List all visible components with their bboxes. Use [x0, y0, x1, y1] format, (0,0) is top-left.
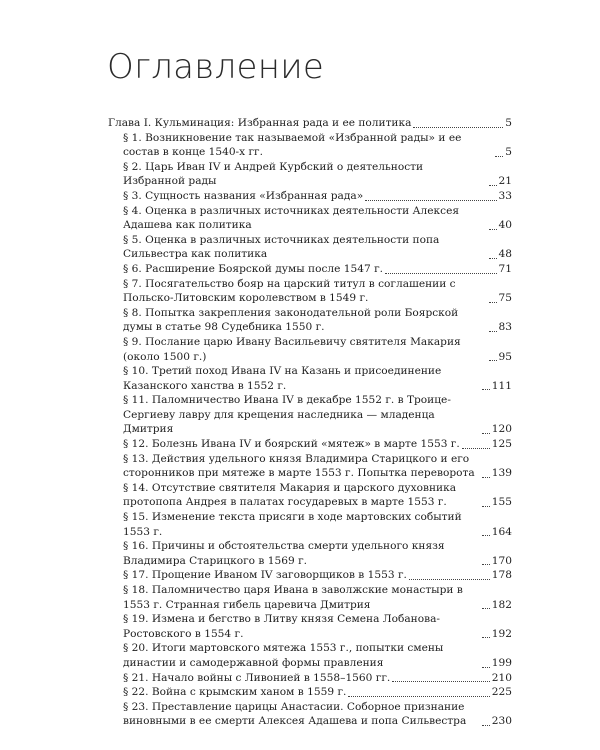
toc-entry-title: § 8. Попытка закрепления законодательной роли Боярской думы в статье 98 Судебника 1550 г.	[123, 306, 459, 334]
toc-entry-title: § 14. Отсутствие святителя Макария и царского духовника протопопа Андрея в палатах государевых в марте 1553 г.	[123, 481, 457, 509]
leader-dots	[409, 579, 490, 580]
toc-page-number: 71	[498, 262, 512, 275]
toc-entry-title: § 6. Расширение Боярской думы после 1547 г.	[123, 262, 384, 275]
toc-page-number: 139	[491, 467, 512, 480]
leader-dots	[413, 127, 503, 128]
toc-entry-title: § 11. Паломничество Ивана IV в декабре 1552 г. в Троице-Сергиеву лавру для крещения наследника — младенца Дмитрия	[123, 394, 451, 436]
toc-entry-title: § 9. Послание царю Ивану Васильевичу святителя Макария (около 1500 г.)	[123, 335, 461, 363]
toc-entry-title: § 10. Третий поход Ивана IV на Казань и присоединение Казанского ханства в 1552 г.	[123, 365, 442, 392]
toc-entry-title: § 21. Начало войны с Ливонией в 1558–1560 гг.	[123, 671, 391, 684]
toc-entry-title: § 1. Возникновение так называемой «Избранной рады» и ее состав в конце 1540-х гг.	[123, 131, 462, 159]
toc-page-number: 182	[491, 598, 512, 611]
toc-section-entry[interactable]	[108, 612, 512, 641]
leader-dots	[489, 302, 497, 303]
toc-entry-title: § 5. Оценка в различных источниках деятельности попа Сильвестра как политика	[123, 233, 440, 261]
toc-entry-title: § 23. Преставление царицы Анастасии. Соборное признание виновными в ее смерти Алексея Адашева и попа Сильвестра	[123, 700, 467, 728]
toc-page-number: 40	[498, 219, 512, 232]
toc-entry-title: § 22. Война с крымским ханом в 1559 г.	[123, 686, 347, 699]
toc-page-number: 199	[491, 656, 512, 669]
toc-entry-title: § 17. Прощение Иваном IV заговорщиков в 1553 г.	[123, 569, 407, 582]
leader-dots	[489, 185, 497, 186]
toc-section-entry[interactable]	[108, 364, 512, 393]
leader-dots	[482, 506, 490, 507]
leader-dots	[462, 448, 490, 449]
toc-page-number: 210	[491, 671, 512, 684]
leader-dots	[482, 433, 490, 434]
toc-page-number: 21	[498, 175, 512, 188]
toc-section-entry[interactable]	[108, 335, 512, 364]
toc-entry-title: § 19. Измена и бегство в Литву князя Семена Лобанова-Ростовского в 1554 г.	[123, 613, 440, 640]
toc-chapter-entry[interactable]	[108, 116, 512, 131]
toc-section-entry[interactable]	[108, 481, 512, 510]
leader-dots	[392, 681, 490, 682]
toc-section-entry[interactable]	[108, 262, 512, 277]
toc-page-number: 5	[505, 117, 512, 129]
leader-dots	[482, 725, 490, 726]
toc-entry-title: § 4. Оценка в различных источниках деятельности Алексея Адашева как политика	[123, 204, 460, 232]
toc-page-number: 230	[491, 715, 512, 728]
toc-section-entry[interactable]	[108, 233, 512, 262]
toc-page-number: 170	[491, 554, 512, 567]
toc-section-entry[interactable]	[108, 189, 512, 204]
toc-section-entry[interactable]	[108, 539, 512, 568]
toc-section-entry[interactable]	[108, 277, 512, 306]
toc-section-entry[interactable]	[108, 641, 512, 670]
toc-page-number: 33	[498, 189, 512, 202]
leader-dots	[482, 564, 490, 565]
toc-page-number: 95	[498, 350, 512, 363]
toc-page-number: 178	[491, 569, 512, 582]
toc-entry-title: § 15. Изменение текста присяги в ходе мартовских событий 1553 г.	[123, 511, 462, 538]
leader-dots	[482, 637, 490, 638]
toc-entry-title: Глава I. Кульминация: Избранная рада и ее политика	[108, 117, 412, 129]
toc-section-entry[interactable]	[108, 583, 512, 612]
toc-page-number: 120	[491, 423, 512, 436]
toc-section-entry[interactable]	[108, 306, 512, 335]
toc-page-number: 48	[498, 248, 512, 261]
toc-page-number: 75	[498, 292, 512, 305]
toc-section-entry[interactable]	[108, 437, 512, 452]
leader-dots	[489, 360, 497, 361]
leader-dots	[365, 200, 496, 201]
toc-entry-title: § 16. Причины и обстоятельства смерти удельного князя Владимира Старицкого в 1569 г.	[123, 540, 445, 567]
toc-entry-title: § 3. Сущность названия «Избранная рада»	[123, 189, 364, 202]
toc-section-entry[interactable]	[108, 160, 512, 189]
toc-page-number: 225	[491, 686, 512, 699]
toc-section-entry[interactable]	[108, 685, 512, 700]
toc-section-entry[interactable]	[108, 568, 512, 583]
toc-section-entry[interactable]	[108, 510, 512, 539]
leader-dots	[489, 229, 497, 230]
toc-page-number: 192	[491, 627, 512, 640]
toc-page-number: 111	[491, 379, 512, 392]
leader-dots	[482, 477, 490, 478]
toc-section-entry[interactable]	[108, 671, 512, 686]
page-title: Оглавление	[107, 47, 325, 87]
toc-entry-title: § 7. Посягательство бояр на царский титул в соглашении с Польско-Литовским королевством в 1549 г.	[123, 277, 456, 305]
leader-dots	[489, 258, 497, 259]
leader-dots	[385, 273, 497, 274]
toc-section-entry[interactable]	[108, 131, 512, 160]
toc-page-number: 5	[505, 146, 512, 159]
leader-dots	[489, 331, 497, 332]
toc-page-number: 83	[498, 321, 512, 334]
toc-page-number: 155	[491, 496, 512, 509]
leader-dots	[348, 696, 489, 697]
toc-page-number: 125	[491, 438, 512, 451]
toc-entry-title: § 20. Итоги мартовского мятежа 1553 г., попытки смены династии и самодержавной формы правления	[123, 642, 444, 669]
toc-entry-title: § 18. Паломничество царя Ивана в заволжские монастыри в 1553 г. Странная гибель царевича Дмитрия	[123, 584, 463, 611]
leader-dots	[482, 389, 490, 390]
leader-dots	[495, 156, 503, 157]
table-of-contents	[108, 116, 512, 729]
toc-section-entry[interactable]	[108, 700, 512, 729]
toc-entry-title: § 13. Действия удельного князя Владимира Старицкого и его сторонников при мятеже в марте 1553 г. Попытка переворота	[123, 452, 475, 480]
toc-section-entry[interactable]	[108, 452, 512, 481]
toc-section-entry[interactable]	[108, 393, 512, 437]
leader-dots	[482, 608, 490, 609]
toc-entry-title: § 12. Болезнь Ивана IV и боярский «мятеж» в марте 1553 г.	[123, 438, 460, 451]
toc-page-number: 164	[491, 525, 512, 538]
toc-entry-title: § 2. Царь Иван IV и Андрей Курбский о деятельности Избранной рады	[123, 160, 424, 188]
leader-dots	[482, 535, 490, 536]
toc-section-entry[interactable]	[108, 204, 512, 233]
leader-dots	[482, 667, 490, 668]
